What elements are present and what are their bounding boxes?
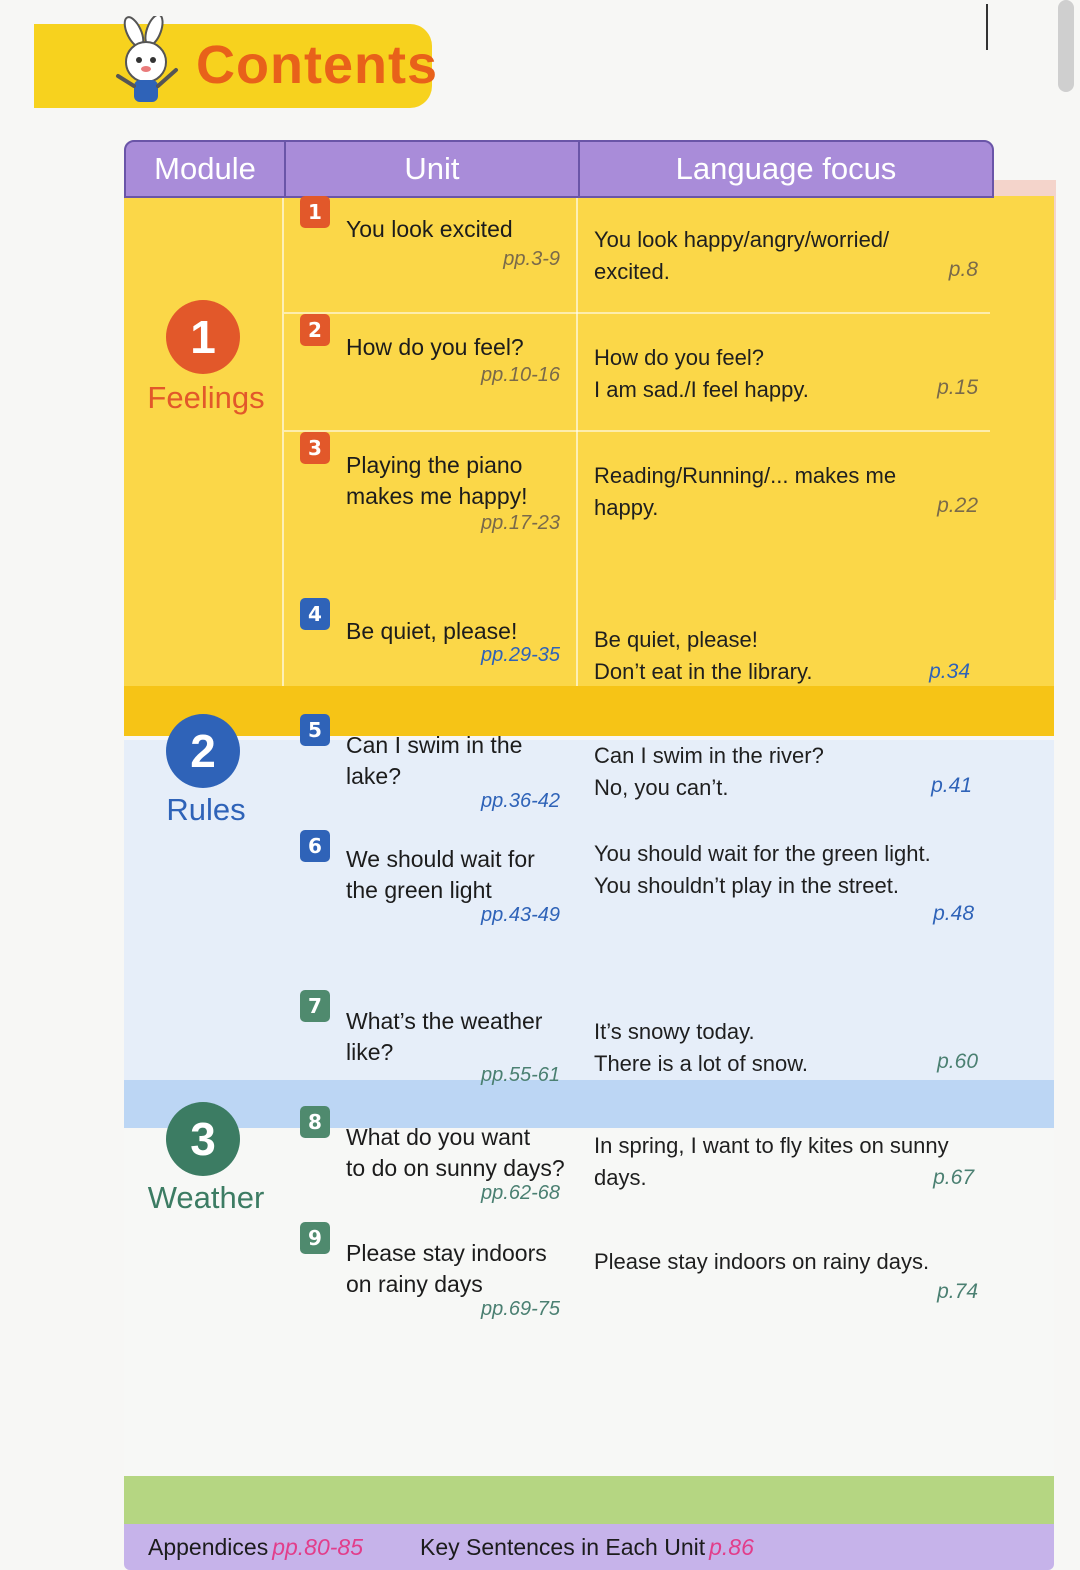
unit-8-pages: pp.62-68 xyxy=(481,1182,560,1204)
unit-7-focus-page: p.60 xyxy=(937,1050,978,1073)
unit-8-title[interactable]: What do you want to do on sunny days? xyxy=(346,1124,565,1181)
unit-1-pages: pp.3-9 xyxy=(503,248,560,270)
module-2-name: Rules xyxy=(166,792,246,827)
unit-9-focus-page: p.74 xyxy=(937,1280,978,1303)
key-sentences-label: Key Sentences in Each Unit xyxy=(420,1534,706,1560)
bunny-mascot-icon xyxy=(104,16,190,108)
scroll-tab[interactable] xyxy=(1058,0,1074,92)
header-unit: Unit xyxy=(404,151,460,186)
module-3-name: Weather xyxy=(147,1180,265,1215)
unit-6-pages: pp.43-49 xyxy=(481,904,560,926)
edge-line xyxy=(986,4,988,50)
unit-3-badge: 3 xyxy=(300,432,330,464)
unit-5-pages: pp.36-42 xyxy=(481,790,560,812)
unit-7-pages: pp.55-61 xyxy=(481,1064,560,1086)
unit-5-focus-page: p.41 xyxy=(931,774,972,797)
unit-4-pages: pp.29-35 xyxy=(481,644,560,666)
unit-6-title[interactable]: We should wait for the green light xyxy=(346,846,535,903)
module-2-number: 2 xyxy=(166,714,240,788)
column-divider xyxy=(576,196,578,686)
unit-9-badge: 9 xyxy=(300,1222,330,1254)
contents-table xyxy=(124,140,1054,1560)
row-divider xyxy=(284,312,990,314)
unit-2-focus-page: p.15 xyxy=(937,376,978,399)
appendices-link[interactable] xyxy=(148,1534,363,1561)
unit-7-title[interactable]: What’s the weather like? xyxy=(346,1008,543,1065)
unit-1-badge: 1 xyxy=(300,196,330,228)
appendices-pages: pp.80-85 xyxy=(272,1534,364,1560)
unit-2-title[interactable]: How do you feel? xyxy=(346,334,524,360)
module-1-strip xyxy=(124,686,1054,736)
module-1-name: Feelings xyxy=(147,380,265,415)
module-1-number: 1 xyxy=(166,300,240,374)
unit-2-pages: pp.10-16 xyxy=(481,364,560,386)
unit-8-badge: 8 xyxy=(300,1106,330,1138)
unit-6-focus: You should wait for the green light. You shouldn’t play in the street. xyxy=(594,841,931,898)
unit-9-pages: pp.69-75 xyxy=(481,1298,560,1320)
column-divider xyxy=(282,196,284,686)
unit-2-focus: How do you feel? I am sad./I feel happy. xyxy=(594,345,809,402)
unit-5-focus: Can I swim in the river? No, you can’t. xyxy=(594,743,824,800)
appendices-label: Appendices xyxy=(148,1534,269,1560)
row-divider xyxy=(284,430,990,432)
unit-2-badge: 2 xyxy=(300,314,330,346)
unit-8-focus-page: p.67 xyxy=(933,1166,974,1189)
unit-5-title[interactable]: Can I swim in the lake? xyxy=(346,732,523,789)
unit-3-pages: pp.17-23 xyxy=(481,512,560,534)
unit-4-badge: 4 xyxy=(300,598,330,630)
key-sentences-page: p.86 xyxy=(709,1534,754,1560)
unit-5-badge: 5 xyxy=(300,714,330,746)
header-language-focus: Language focus xyxy=(675,151,897,186)
module-2-strip xyxy=(124,1080,1054,1128)
unit-3-focus-page: p.22 xyxy=(937,494,978,517)
header-module: Module xyxy=(154,151,256,186)
unit-3-focus: Reading/Running/... makes me happy. xyxy=(594,463,897,520)
unit-8-focus: In spring, I want to fly kites on sunny days. xyxy=(594,1133,949,1190)
unit-6-focus-page: p.48 xyxy=(933,902,974,925)
module-3-strip xyxy=(124,1476,1054,1524)
unit-6-badge: 6 xyxy=(300,830,330,862)
table-header xyxy=(124,140,994,198)
unit-4-title[interactable]: Be quiet, please! xyxy=(346,618,518,644)
key-sentences-link[interactable] xyxy=(420,1534,754,1561)
unit-4-focus-page: p.34 xyxy=(929,660,970,683)
unit-1-title[interactable]: You look excited xyxy=(346,216,513,242)
unit-7-focus: It’s snowy today. There is a lot of snow. xyxy=(594,1019,808,1076)
unit-9-focus: Please stay indoors on rainy days. xyxy=(594,1249,930,1274)
unit-7-badge: 7 xyxy=(300,990,330,1022)
unit-1-focus: You look happy/angry/worried/ excited. xyxy=(594,227,890,284)
unit-4-focus: Be quiet, please! Don’t eat in the library. xyxy=(594,627,813,684)
page-title: Contents xyxy=(196,35,438,95)
module-3-number: 3 xyxy=(166,1102,240,1176)
unit-3-title[interactable]: Playing the piano makes me happy! xyxy=(346,452,528,509)
unit-1-focus-page: p.8 xyxy=(948,258,978,281)
unit-9-title[interactable]: Please stay indoors on rainy days xyxy=(346,1240,547,1297)
table-footer xyxy=(124,1524,1054,1570)
